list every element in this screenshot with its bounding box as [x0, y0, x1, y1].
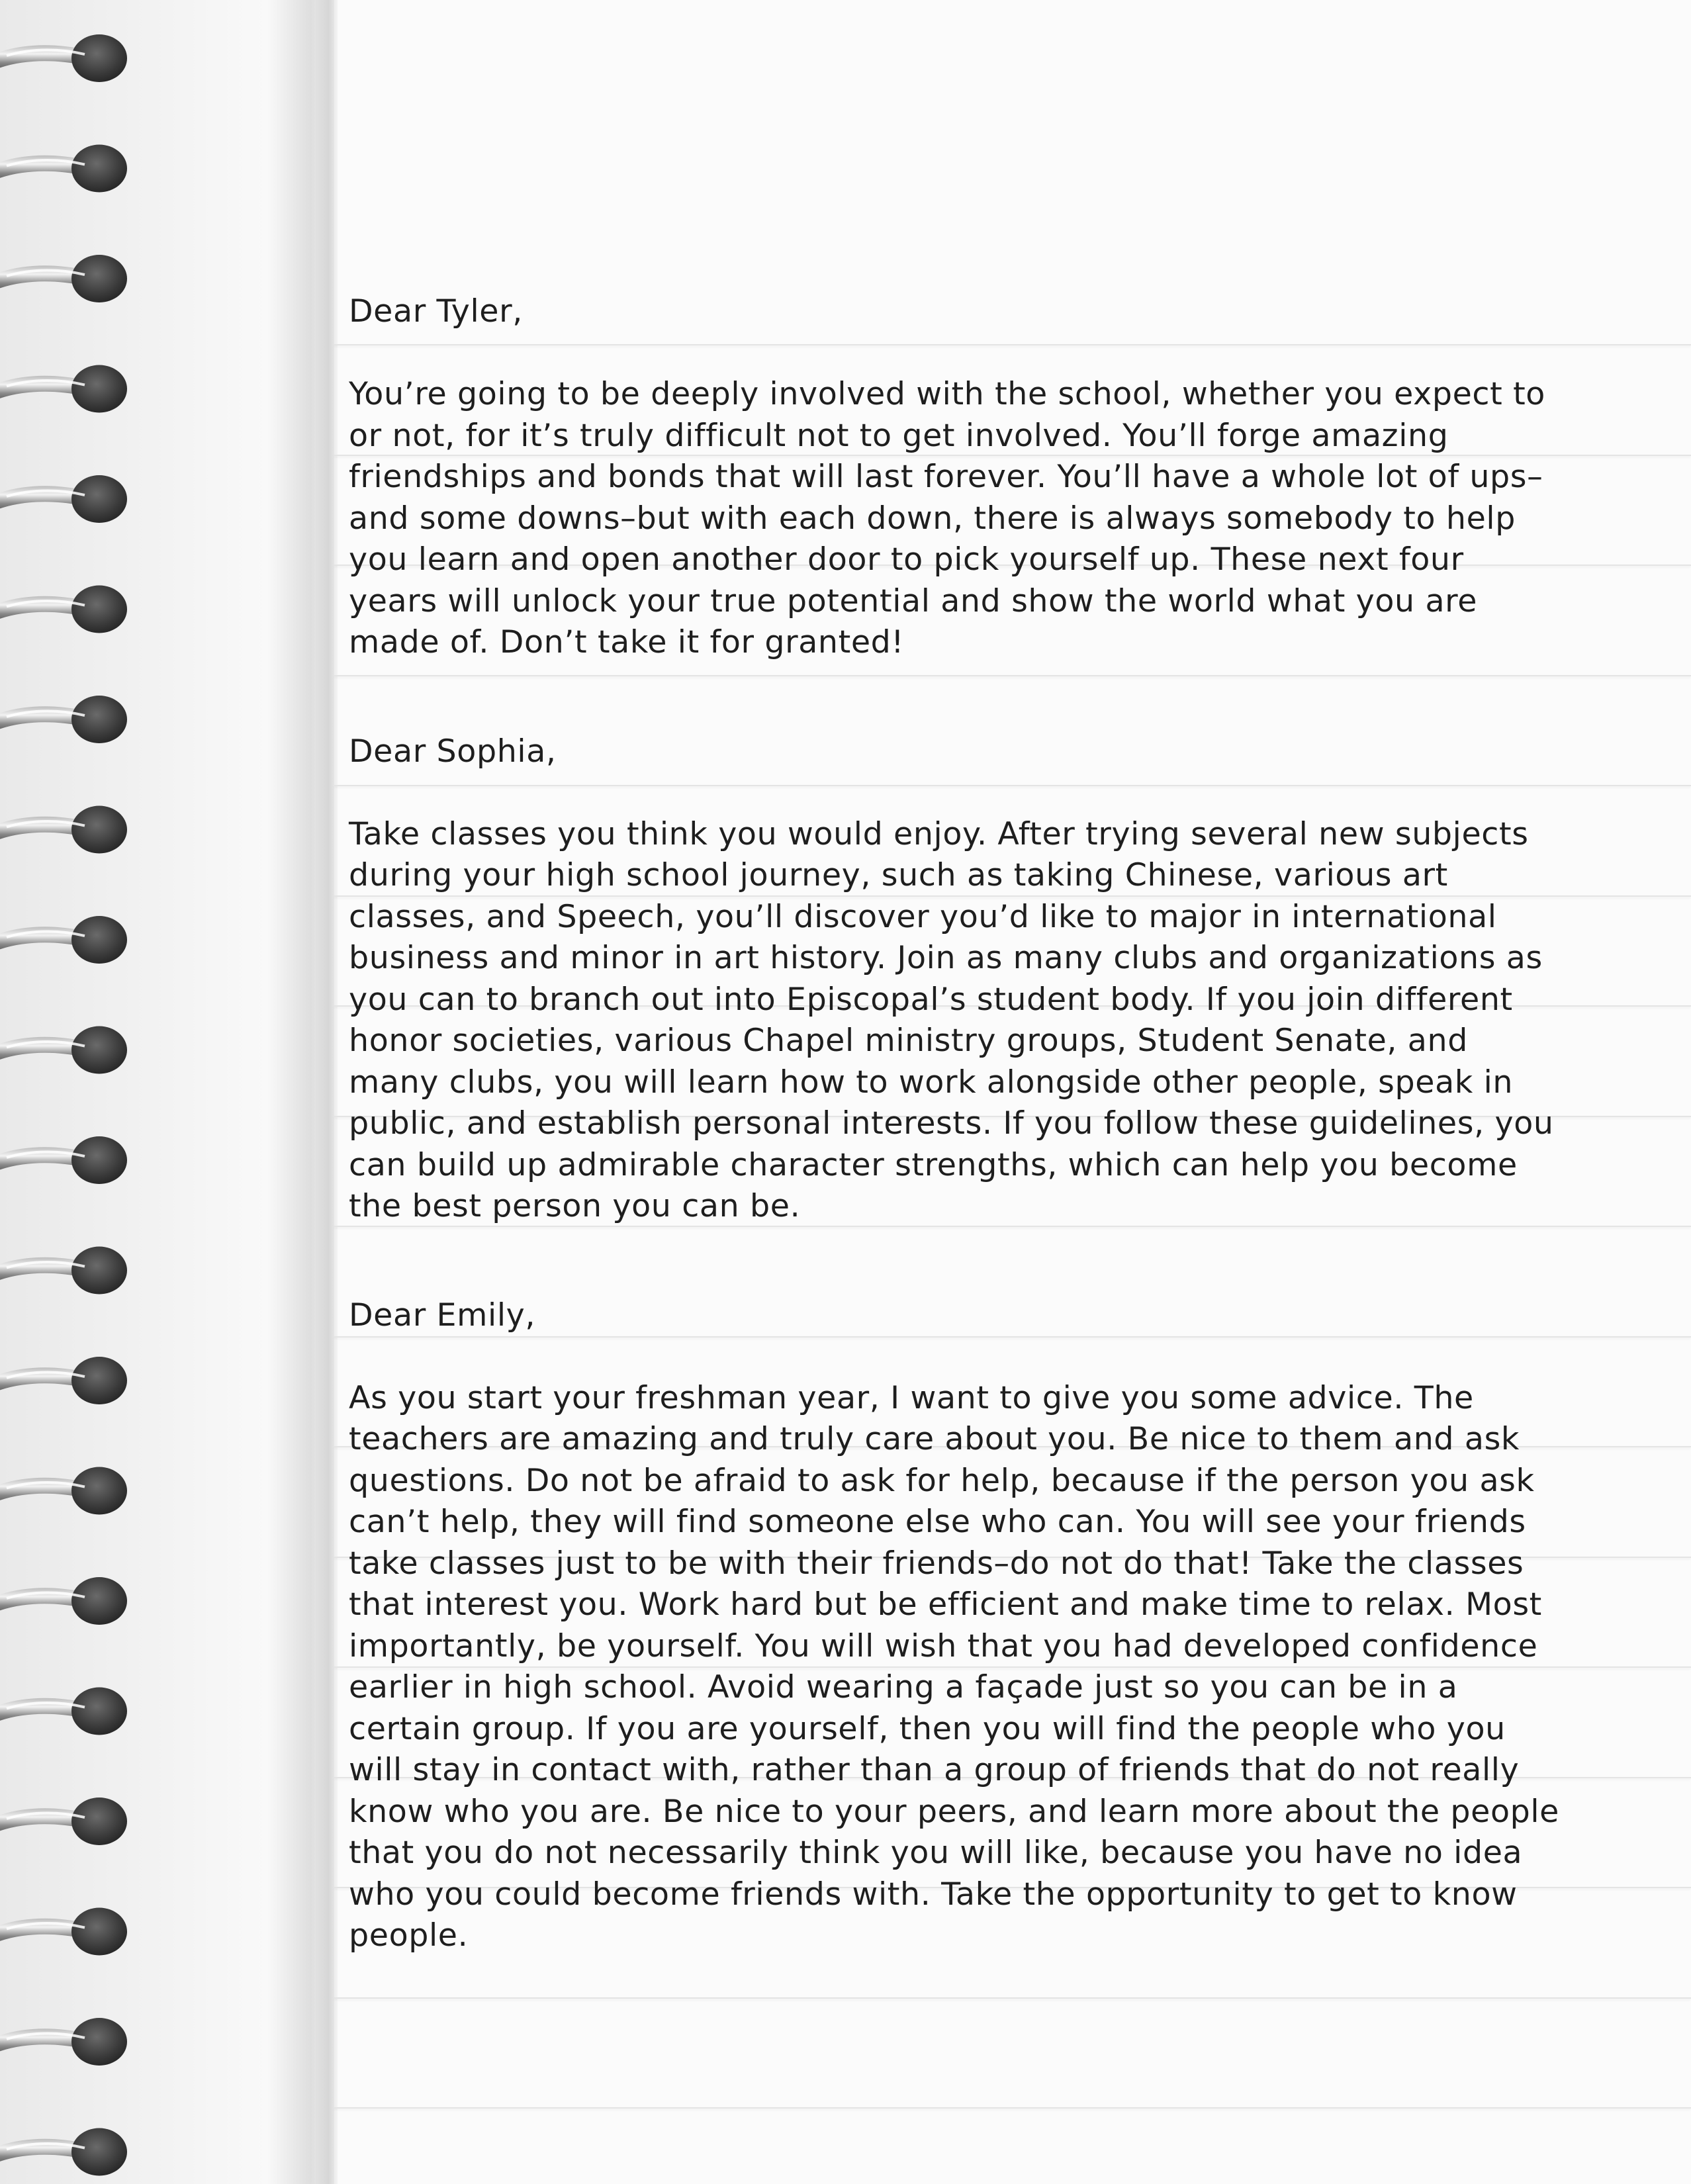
binding-hole — [71, 1357, 127, 1404]
spiral-rings — [0, 0, 159, 2184]
letters-container — [349, 291, 1560, 1957]
binding-hole — [71, 365, 127, 413]
letter-salutation: Dear Tyler, — [349, 293, 523, 330]
binding-hole — [71, 475, 127, 523]
binding-hole — [71, 1467, 127, 1515]
binding-hole — [71, 696, 127, 743]
letter-body: As you start your freshman year, I want to give you some advice. The teachers are amazing and truly care about you. Be nice to them and ask questions. Do not be afraid to ask for help, because if the person you ask can’t help, they will find someone else who can. You will see your friends take classes just to be with their friends–do not do that! Take the classes that interest you. Work hard but be efficient and make time to relax. Most importantly, be yourself. You will wish that you had developed confidence earlier in high school. Avoid wearing a façade just so you can be in a certain group. If you are yourself, then you will find the people who you will stay in contact with, rather than a group of friends that do not really know who you are. Be nice to your peers, and learn more about the people that you do not necessarily think you will like, because you have no idea who you could become friends with. Take the opportunity to get to know people. — [349, 1379, 1559, 1954]
binding-hole — [71, 145, 127, 193]
binding-hole — [71, 1908, 127, 1956]
binding-hole — [71, 1797, 127, 1845]
letter-body: You’re going to be deeply involved with the school, whether you expect to or not, for it’s truly difficult not to get involved. You’ll forge amazing friendships and bonds that will last forever. You’ll have a whole lot of ups–and some downs–but with each down, there is always somebody to help you learn and open another door to pick yourself up. These next four years will unlock your true potential and show the world what you are made of. Don’t take it for granted! — [349, 376, 1545, 660]
binding-hole — [71, 2018, 127, 2066]
binding-hole — [71, 586, 127, 633]
binding-hole — [71, 1136, 127, 1184]
letter-body: Take classes you think you would enjoy. After trying several new subjects during your high school journey, such as taking Chinese, various art classes, and Speech, you’ll discover you’d like to major in international business and minor in art history. Join as many clubs and organizations as you can to branch out into Episcopal’s student body. If you join different honor societies, various Chapel ministry groups, Student Senate, and many clubs, you will learn how to work alongside other people, speak in public, and establish personal interests. If you follow these guidelines, you can build up admirable character strengths, which can help you become the best person you can be. — [349, 815, 1554, 1224]
binding-hole — [71, 1577, 127, 1625]
ruled-line — [334, 2107, 1691, 2109]
binding-hole — [71, 255, 127, 302]
ruled-line — [334, 1997, 1691, 1999]
binding-hole — [71, 2128, 127, 2176]
letter-sophia — [349, 731, 1560, 1228]
letter-salutation: Dear Sophia, — [349, 733, 557, 770]
binding-hole — [71, 1688, 127, 1735]
binding-hole — [71, 1247, 127, 1295]
binding-hole — [71, 916, 127, 964]
letter-tyler — [349, 291, 1560, 664]
letter-emily — [349, 1295, 1560, 1957]
binding-hole — [71, 1026, 127, 1074]
letter-salutation: Dear Emily, — [349, 1297, 536, 1334]
binding-hole — [71, 806, 127, 854]
binding-hole — [71, 34, 127, 82]
